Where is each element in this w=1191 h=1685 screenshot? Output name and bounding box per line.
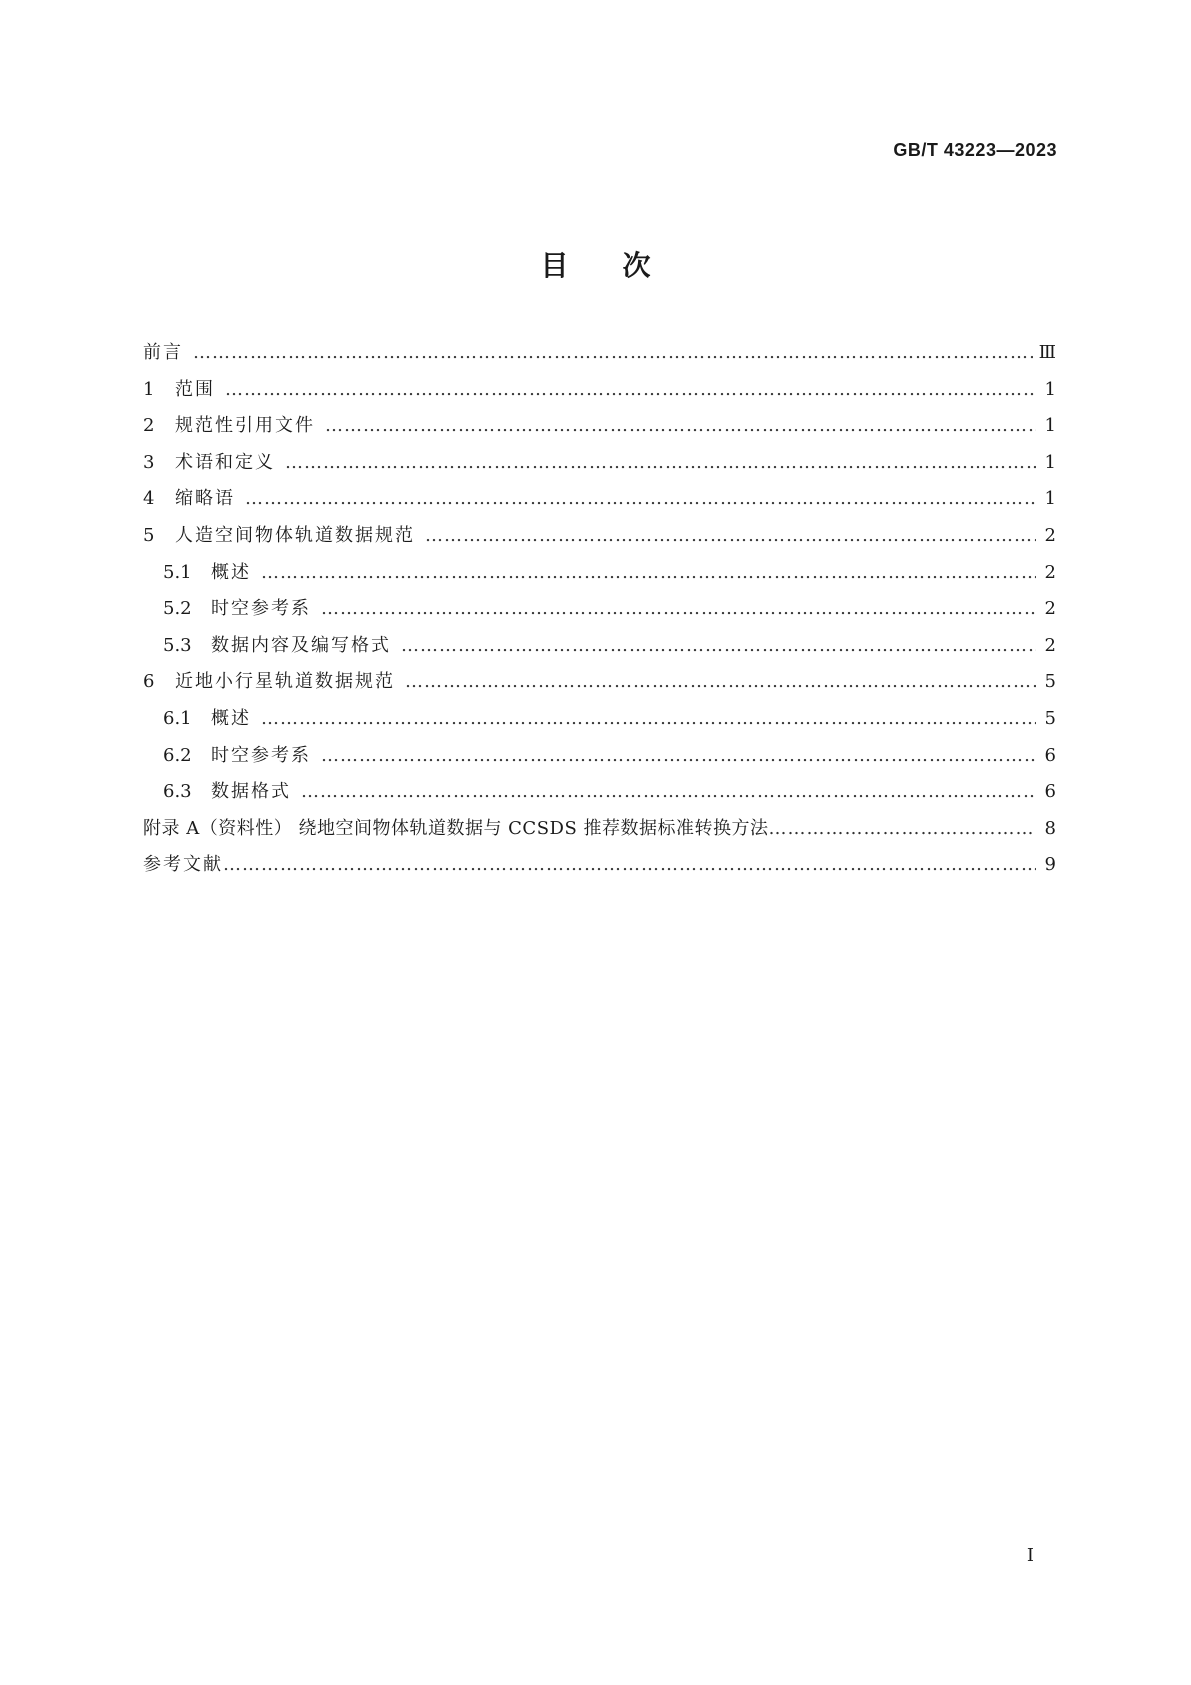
toc-entry-page: 2 xyxy=(1044,634,1056,656)
toc-entry-page: 9 xyxy=(1044,854,1056,876)
toc-entry-page: Ⅲ xyxy=(1038,342,1056,363)
table-of-contents xyxy=(143,335,1056,884)
leader-dots xyxy=(245,481,1036,518)
toc-entry-title: 范围 xyxy=(175,378,215,400)
toc-entry-page: 1 xyxy=(1044,415,1056,437)
toc-entry-number: 5.3 xyxy=(163,634,192,656)
toc-entry-title: 前言 xyxy=(143,342,183,363)
toc-entry-bibliography[interactable] xyxy=(143,847,1056,884)
toc-entry-page: 2 xyxy=(1044,561,1056,583)
toc-entry-3[interactable] xyxy=(143,445,1056,482)
toc-entry-number: 6.3 xyxy=(163,781,192,803)
toc-entry-title: 概述 xyxy=(211,561,251,583)
toc-entry-title: 术语和定义 xyxy=(175,451,275,473)
leader-dots xyxy=(769,811,1036,848)
leader-dots xyxy=(425,518,1036,555)
toc-entry-5-1[interactable] xyxy=(143,555,1056,592)
toc-entry-title: 人造空间物体轨道数据规范 xyxy=(175,524,415,546)
leader-dots xyxy=(301,774,1036,811)
toc-entry-page: 1 xyxy=(1044,451,1056,473)
toc-entry-title: 时空参考系 xyxy=(211,744,311,766)
toc-entry-6[interactable] xyxy=(143,664,1056,701)
toc-entry-6-2[interactable] xyxy=(143,738,1056,775)
toc-entry-4[interactable] xyxy=(143,481,1056,518)
toc-entry-number: 4 xyxy=(143,488,155,510)
toc-entry-page: 2 xyxy=(1044,524,1056,546)
toc-entry-5-3[interactable] xyxy=(143,628,1056,665)
toc-entry-number: 5 xyxy=(143,524,155,546)
leader-dots xyxy=(223,847,1036,884)
toc-entry-title: 时空参考系 xyxy=(211,598,311,620)
leader-dots xyxy=(325,408,1036,445)
leader-dots xyxy=(261,701,1036,738)
toc-entry-6-1[interactable] xyxy=(143,701,1056,738)
toc-entry-title: 规范性引用文件 xyxy=(175,415,315,437)
leader-dots xyxy=(321,738,1036,775)
toc-entry-number: 6.2 xyxy=(163,744,192,766)
page-title: 目次 xyxy=(540,249,705,282)
toc-entry-page: 5 xyxy=(1044,671,1056,693)
toc-entry-number: 3 xyxy=(143,451,155,473)
toc-entry-6-3[interactable] xyxy=(143,774,1056,811)
leader-dots xyxy=(321,591,1036,628)
toc-entry-title: 概述 xyxy=(211,707,251,729)
leader-dots xyxy=(401,628,1036,665)
toc-entry-page: 6 xyxy=(1044,781,1056,803)
toc-entry-number: 2 xyxy=(143,415,155,437)
toc-entry-5-2[interactable] xyxy=(143,591,1056,628)
leader-dots xyxy=(193,335,1033,372)
toc-entry-title: 数据内容及编写格式 xyxy=(211,634,391,656)
toc-entry-5[interactable] xyxy=(143,518,1056,555)
toc-entry-title: 数据格式 xyxy=(211,781,291,803)
toc-entry-page: 2 xyxy=(1044,598,1056,620)
leader-dots xyxy=(285,445,1036,482)
toc-entry-foreword[interactable] xyxy=(143,335,1056,372)
leader-dots xyxy=(261,555,1036,592)
toc-entry-1[interactable] xyxy=(143,372,1056,409)
toc-entry-appendix-a[interactable] xyxy=(143,811,1056,848)
toc-entry-page: 1 xyxy=(1044,488,1056,510)
toc-entry-page: 8 xyxy=(1044,817,1056,839)
toc-entry-number: 5.2 xyxy=(163,598,192,620)
toc-entry-number: 1 xyxy=(143,378,155,400)
toc-entry-page: 5 xyxy=(1044,707,1056,729)
leader-dots xyxy=(225,372,1036,409)
toc-entry-title: 近地小行星轨道数据规范 xyxy=(175,671,395,693)
standard-number: GB/T 43223—2023 xyxy=(893,140,1057,160)
toc-entry-2[interactable] xyxy=(143,408,1056,445)
toc-entry-page: 6 xyxy=(1044,744,1056,766)
toc-entry-number: 6 xyxy=(143,671,155,693)
toc-entry-number: 5.1 xyxy=(163,561,192,583)
toc-entry-title: 缩略语 xyxy=(175,488,235,510)
toc-entry-title: 参考文献 xyxy=(143,854,223,876)
toc-entry-page: 1 xyxy=(1044,378,1056,400)
page-number: Ⅰ xyxy=(1026,1545,1034,1566)
leader-dots xyxy=(405,664,1036,701)
toc-entry-title: 附录 A（资料性） 绕地空间物体轨道数据与 CCSDS 推荐数据标准转换方法 xyxy=(143,817,769,839)
toc-entry-number: 6.1 xyxy=(163,707,192,729)
